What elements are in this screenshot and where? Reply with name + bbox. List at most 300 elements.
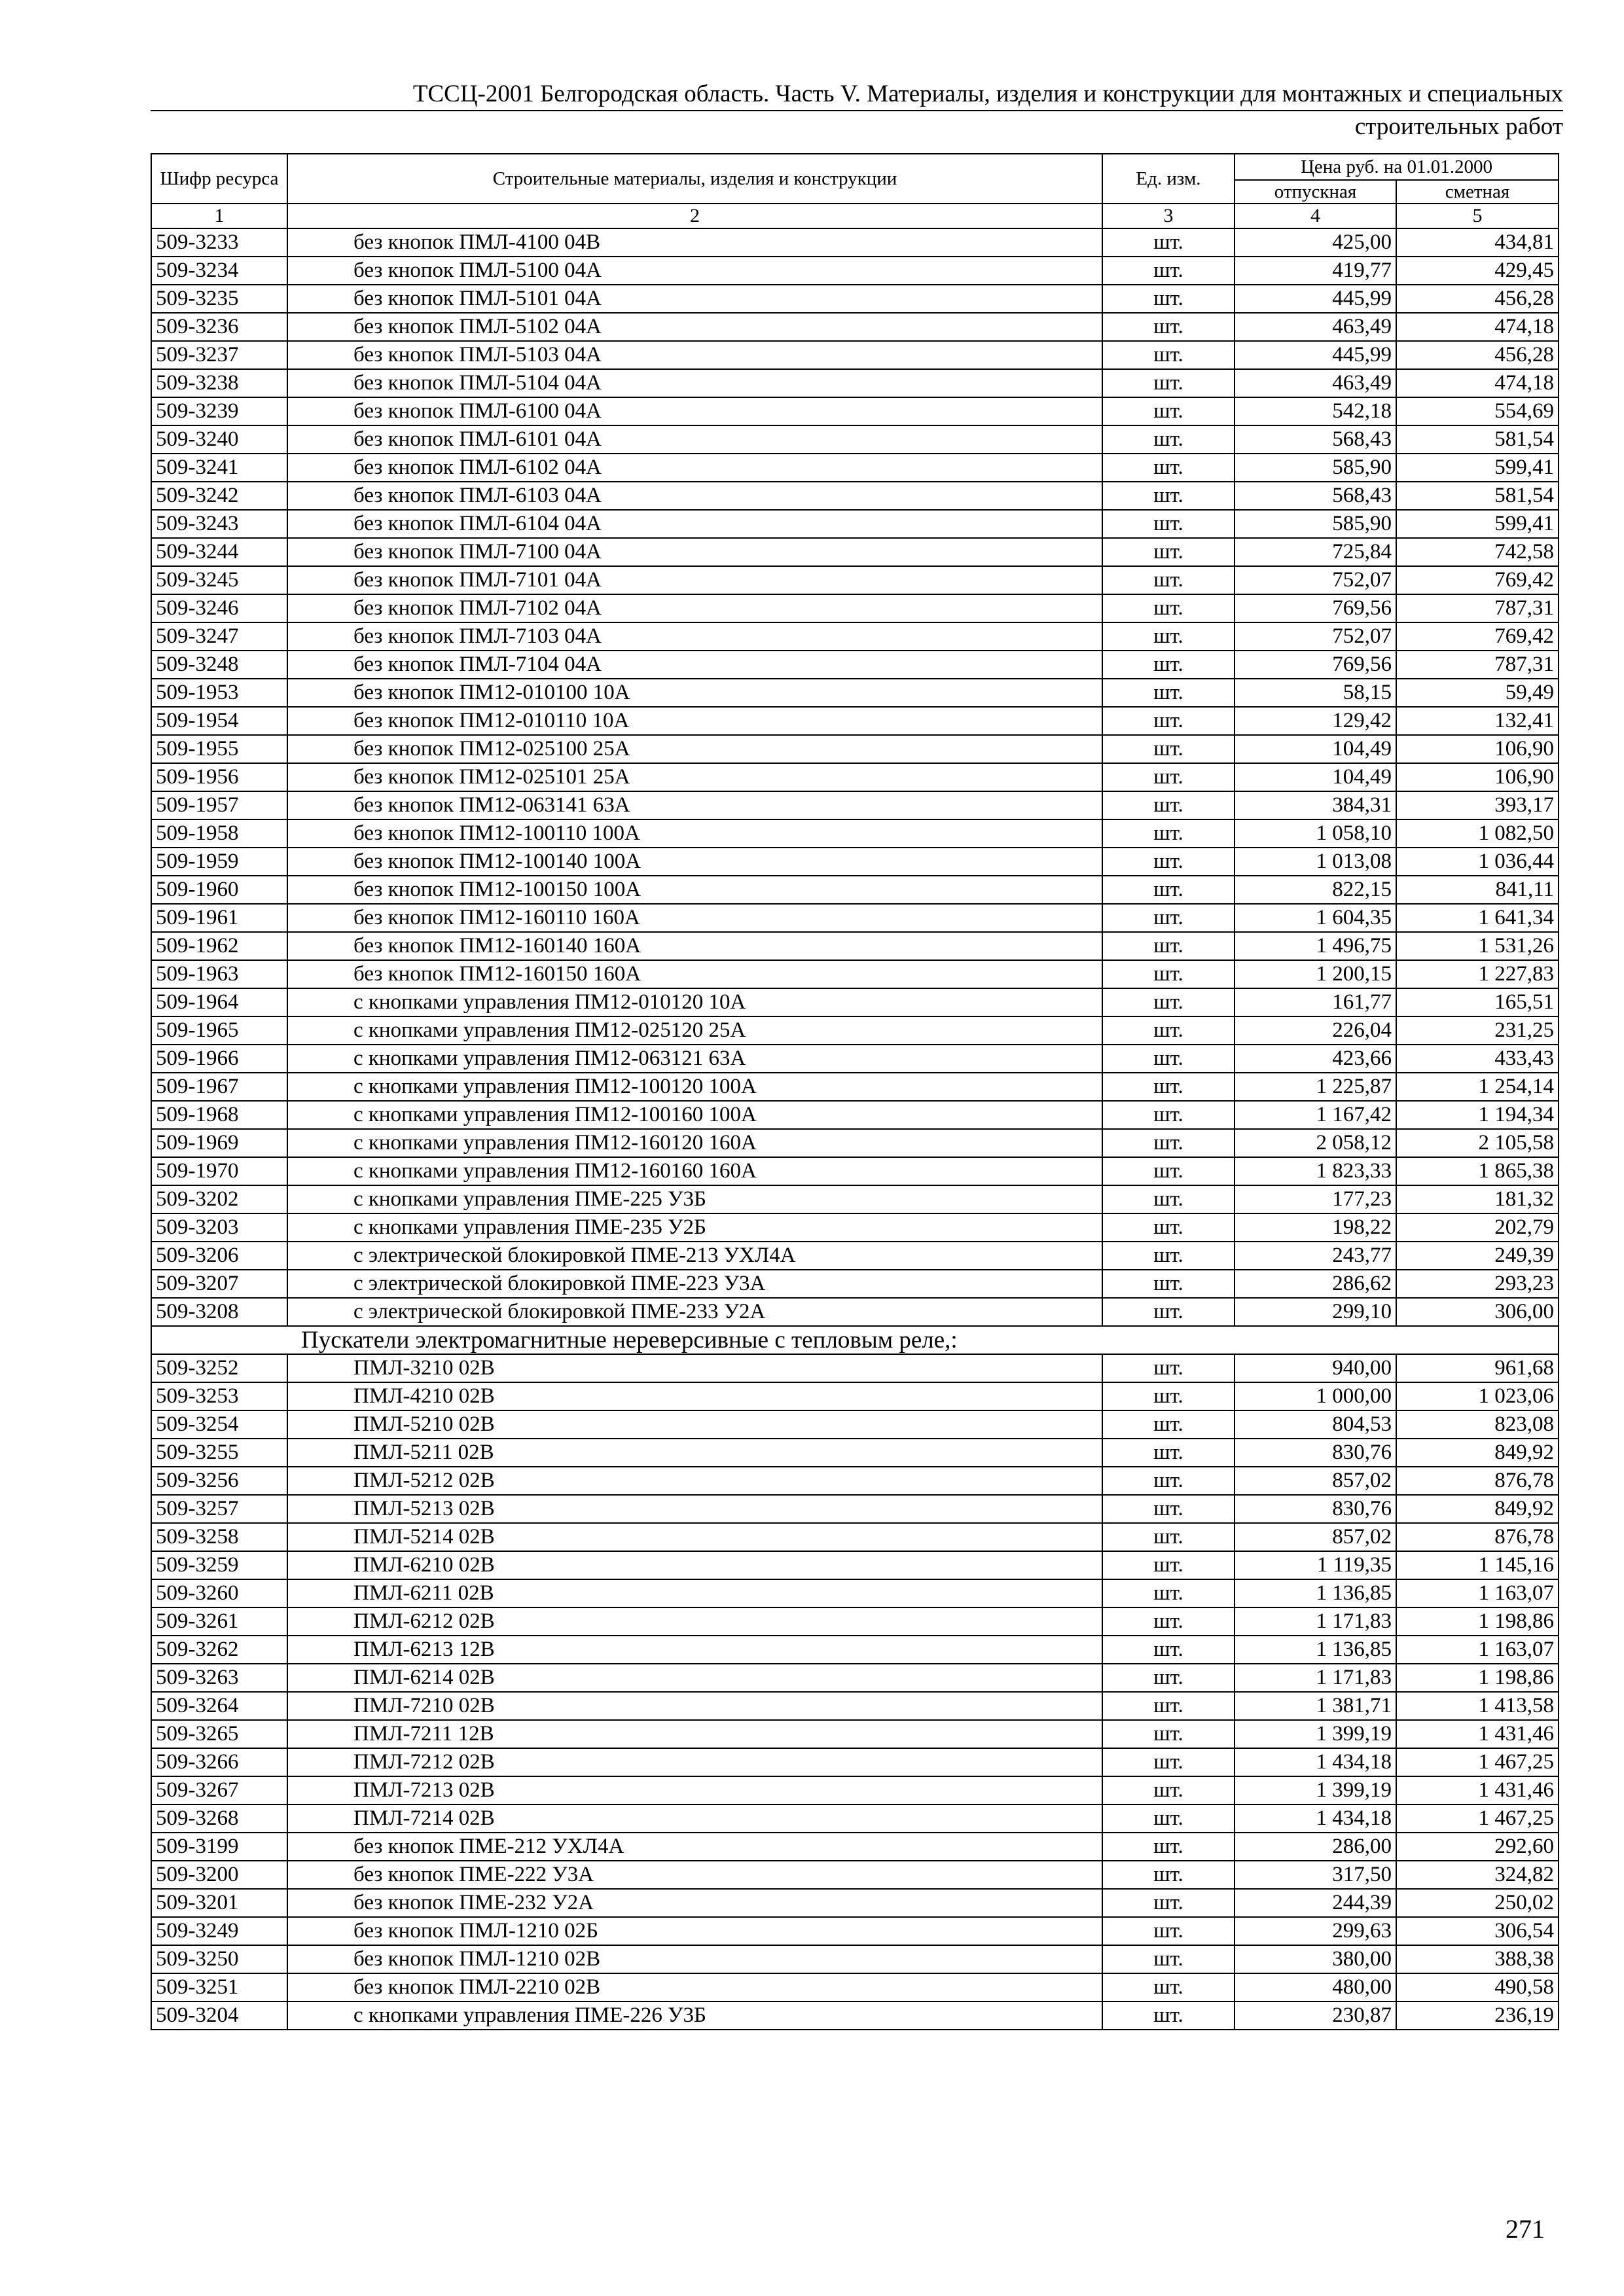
col-number-5: 5 — [1396, 204, 1559, 228]
cell-unit: шт. — [1102, 1833, 1235, 1861]
table-row — [151, 1157, 1559, 1185]
table-row — [151, 1016, 1559, 1045]
cell-name: ПМЛ-7214 02В — [287, 1804, 1102, 1833]
cell-code: 509-1970 — [151, 1157, 287, 1185]
cell-unit: шт. — [1102, 763, 1235, 791]
cell-release-price: 857,02 — [1235, 1523, 1396, 1551]
table-row — [151, 1129, 1559, 1157]
table-row — [151, 819, 1559, 848]
cell-estimate-price: 434,81 — [1396, 228, 1559, 257]
cell-unit: шт. — [1102, 1917, 1235, 1945]
cell-name: с кнопками управления ПМ12-100120 100А — [287, 1073, 1102, 1101]
cell-unit: шт. — [1102, 1861, 1235, 1889]
cell-estimate-price: 1 641,34 — [1396, 904, 1559, 932]
table-row — [151, 1523, 1559, 1551]
cell-unit: шт. — [1102, 1636, 1235, 1664]
cell-estimate-price: 306,54 — [1396, 1917, 1559, 1945]
cell-release-price: 299,10 — [1235, 1298, 1396, 1326]
cell-release-price: 1 496,75 — [1235, 932, 1396, 960]
cell-release-price: 568,43 — [1235, 425, 1396, 454]
cell-unit: шт. — [1102, 1579, 1235, 1607]
cell-code: 509-1953 — [151, 679, 287, 707]
cell-unit: шт. — [1102, 960, 1235, 988]
cell-release-price: 769,56 — [1235, 651, 1396, 679]
cell-code: 509-3235 — [151, 285, 287, 313]
table-row — [151, 1720, 1559, 1748]
cell-name: с кнопками управления ПМ12-160120 160А — [287, 1129, 1102, 1157]
cell-release-price: 1 167,42 — [1235, 1101, 1396, 1129]
table-row — [151, 651, 1559, 679]
cell-unit: шт. — [1102, 1410, 1235, 1439]
cell-unit: шт. — [1102, 1664, 1235, 1692]
cell-estimate-price: 1 198,86 — [1396, 1607, 1559, 1636]
cell-name: ПМЛ-7212 02В — [287, 1748, 1102, 1776]
cell-name: без кнопок ПМ12-160140 160А — [287, 932, 1102, 960]
cell-code: 509-3204 — [151, 2001, 287, 2030]
cell-code: 509-3261 — [151, 1607, 287, 1636]
col-number-3: 3 — [1102, 204, 1235, 228]
cell-estimate-price: 581,54 — [1396, 482, 1559, 510]
table-row — [151, 1945, 1559, 1973]
cell-estimate-price: 581,54 — [1396, 425, 1559, 454]
cell-code: 509-3233 — [151, 228, 287, 257]
table-row — [151, 1354, 1559, 1382]
table-row — [151, 594, 1559, 622]
cell-estimate-price: 165,51 — [1396, 988, 1559, 1016]
cell-release-price: 585,90 — [1235, 510, 1396, 538]
cell-code: 509-3257 — [151, 1495, 287, 1523]
cell-release-price: 1 225,87 — [1235, 1073, 1396, 1101]
cell-unit: шт. — [1102, 988, 1235, 1016]
table-row — [151, 1579, 1559, 1607]
table-row — [151, 285, 1559, 313]
cell-unit: шт. — [1102, 1382, 1235, 1410]
table-row — [151, 1270, 1559, 1298]
cell-release-price: 104,49 — [1235, 763, 1396, 791]
cell-unit: шт. — [1102, 538, 1235, 566]
cell-code: 509-3250 — [151, 1945, 287, 1973]
cell-unit: шт. — [1102, 651, 1235, 679]
cell-release-price: 1 381,71 — [1235, 1692, 1396, 1720]
cell-release-price: 1 399,19 — [1235, 1776, 1396, 1804]
table-row — [151, 707, 1559, 735]
cell-estimate-price: 599,41 — [1396, 454, 1559, 482]
cell-release-price: 752,07 — [1235, 622, 1396, 651]
cell-code: 509-3245 — [151, 566, 287, 594]
cell-unit: шт. — [1102, 1495, 1235, 1523]
running-header — [151, 80, 1563, 142]
cell-unit: шт. — [1102, 285, 1235, 313]
cell-unit: шт. — [1102, 2001, 1235, 2030]
table-row — [151, 1776, 1559, 1804]
cell-unit: шт. — [1102, 848, 1235, 876]
cell-name: без кнопок ПМЛ-5102 04А — [287, 313, 1102, 341]
cell-code: 509-1958 — [151, 819, 287, 848]
cell-code: 509-3199 — [151, 1833, 287, 1861]
cell-code: 509-3240 — [151, 425, 287, 454]
cell-unit: шт. — [1102, 1157, 1235, 1185]
cell-code: 509-3258 — [151, 1523, 287, 1551]
cell-estimate-price: 1 531,26 — [1396, 932, 1559, 960]
cell-unit: шт. — [1102, 1889, 1235, 1917]
cell-unit: шт. — [1102, 1213, 1235, 1242]
cell-estimate-price: 1 413,58 — [1396, 1692, 1559, 1720]
cell-unit: шт. — [1102, 1945, 1235, 1973]
cell-release-price: 1 136,85 — [1235, 1579, 1396, 1607]
cell-name: ПМЛ-3210 02В — [287, 1354, 1102, 1382]
cell-code: 509-1961 — [151, 904, 287, 932]
cell-name: с кнопками управления ПМ12-100160 100А — [287, 1101, 1102, 1129]
cell-code: 509-3208 — [151, 1298, 287, 1326]
cell-release-price: 830,76 — [1235, 1495, 1396, 1523]
table-row — [151, 932, 1559, 960]
col-header-unit: Ед. изм. — [1102, 154, 1235, 204]
table-body — [151, 228, 1559, 2030]
cell-code: 509-1959 — [151, 848, 287, 876]
price-table — [151, 153, 1559, 2030]
cell-name: без кнопок ПМ12-025100 25А — [287, 735, 1102, 763]
cell-estimate-price: 293,23 — [1396, 1270, 1559, 1298]
cell-unit: шт. — [1102, 1973, 1235, 2001]
cell-code: 509-3239 — [151, 397, 287, 425]
cell-estimate-price: 181,32 — [1396, 1185, 1559, 1213]
cell-release-price: 822,15 — [1235, 876, 1396, 904]
cell-code: 509-3242 — [151, 482, 287, 510]
cell-estimate-price: 787,31 — [1396, 651, 1559, 679]
cell-unit: шт. — [1102, 369, 1235, 397]
cell-name: без кнопок ПМЛ-7103 04А — [287, 622, 1102, 651]
cell-release-price: 244,39 — [1235, 1889, 1396, 1917]
cell-estimate-price: 106,90 — [1396, 763, 1559, 791]
cell-name: без кнопок ПМ12-160110 160А — [287, 904, 1102, 932]
cell-release-price: 1 058,10 — [1235, 819, 1396, 848]
cell-name: ПМЛ-5210 02В — [287, 1410, 1102, 1439]
table-row — [151, 848, 1559, 876]
table-row — [151, 988, 1559, 1016]
table-row — [151, 1861, 1559, 1889]
cell-estimate-price: 599,41 — [1396, 510, 1559, 538]
cell-release-price: 463,49 — [1235, 369, 1396, 397]
col-header-release: отпускная — [1235, 180, 1396, 204]
table-row — [151, 1101, 1559, 1129]
cell-estimate-price: 456,28 — [1396, 285, 1559, 313]
cell-name: без кнопок ПМЛ-6102 04А — [287, 454, 1102, 482]
cell-name: без кнопок ПМ12-010100 10А — [287, 679, 1102, 707]
cell-release-price: 1 604,35 — [1235, 904, 1396, 932]
cell-unit: шт. — [1102, 1720, 1235, 1748]
cell-name: без кнопок ПМЛ-2210 02В — [287, 1973, 1102, 2001]
cell-code: 509-1966 — [151, 1045, 287, 1073]
cell-unit: шт. — [1102, 1185, 1235, 1213]
cell-code: 509-1960 — [151, 876, 287, 904]
table-row — [151, 1410, 1559, 1439]
cell-estimate-price: 456,28 — [1396, 341, 1559, 369]
cell-estimate-price: 106,90 — [1396, 735, 1559, 763]
col-header-code: Шифр ресурса — [151, 154, 287, 204]
cell-unit: шт. — [1102, 932, 1235, 960]
cell-estimate-price: 292,60 — [1396, 1833, 1559, 1861]
table-row — [151, 1664, 1559, 1692]
cell-release-price: 1 171,83 — [1235, 1664, 1396, 1692]
cell-code: 509-1969 — [151, 1129, 287, 1157]
cell-name: без кнопок ПМ12-160150 160А — [287, 960, 1102, 988]
cell-estimate-price: 1 023,06 — [1396, 1382, 1559, 1410]
cell-unit: шт. — [1102, 707, 1235, 735]
cell-estimate-price: 1 431,46 — [1396, 1720, 1559, 1748]
cell-unit: шт. — [1102, 313, 1235, 341]
cell-release-price: 480,00 — [1235, 1973, 1396, 2001]
header-title-line2: строительных работ — [1354, 113, 1563, 141]
cell-release-price: 104,49 — [1235, 735, 1396, 763]
cell-estimate-price: 849,92 — [1396, 1495, 1559, 1523]
cell-name: ПМЛ-6210 02В — [287, 1551, 1102, 1579]
cell-release-price: 1 136,85 — [1235, 1636, 1396, 1664]
cell-release-price: 752,07 — [1235, 566, 1396, 594]
cell-release-price: 463,49 — [1235, 313, 1396, 341]
cell-estimate-price: 59,49 — [1396, 679, 1559, 707]
cell-unit: шт. — [1102, 425, 1235, 454]
cell-code: 509-3234 — [151, 257, 287, 285]
cell-estimate-price: 787,31 — [1396, 594, 1559, 622]
cell-release-price: 384,31 — [1235, 791, 1396, 819]
cell-code: 509-3236 — [151, 313, 287, 341]
cell-unit: шт. — [1102, 1776, 1235, 1804]
cell-estimate-price: 202,79 — [1396, 1213, 1559, 1242]
cell-unit: шт. — [1102, 594, 1235, 622]
cell-name: без кнопок ПМ12-063141 63А — [287, 791, 1102, 819]
cell-unit: шт. — [1102, 510, 1235, 538]
cell-code: 509-3252 — [151, 1354, 287, 1382]
cell-estimate-price: 2 105,58 — [1396, 1129, 1559, 1157]
table-row — [151, 1692, 1559, 1720]
cell-release-price: 419,77 — [1235, 257, 1396, 285]
cell-release-price: 129,42 — [1235, 707, 1396, 735]
cell-estimate-price: 876,78 — [1396, 1467, 1559, 1495]
table-row — [151, 2001, 1559, 2030]
table-row — [151, 622, 1559, 651]
cell-code: 509-1965 — [151, 1016, 287, 1045]
cell-name: без кнопок ПМ12-100150 100А — [287, 876, 1102, 904]
cell-name: без кнопок ПМЛ-4100 04В — [287, 228, 1102, 257]
col-number-2: 2 — [287, 204, 1102, 228]
table-row — [151, 960, 1559, 988]
cell-unit: шт. — [1102, 1439, 1235, 1467]
cell-estimate-price: 1 227,83 — [1396, 960, 1559, 988]
cell-code: 509-3249 — [151, 1917, 287, 1945]
cell-release-price: 857,02 — [1235, 1467, 1396, 1495]
table-row — [151, 257, 1559, 285]
cell-release-price: 445,99 — [1235, 285, 1396, 313]
cell-code: 509-3256 — [151, 1467, 287, 1495]
table-row — [151, 791, 1559, 819]
cell-name: ПМЛ-5214 02В — [287, 1523, 1102, 1551]
cell-code: 509-3244 — [151, 538, 287, 566]
cell-release-price: 940,00 — [1235, 1354, 1396, 1382]
cell-code: 509-3262 — [151, 1636, 287, 1664]
cell-code: 509-3253 — [151, 1382, 287, 1410]
cell-release-price: 286,00 — [1235, 1833, 1396, 1861]
cell-release-price: 1 013,08 — [1235, 848, 1396, 876]
table-row — [151, 454, 1559, 482]
cell-unit: шт. — [1102, 1270, 1235, 1298]
cell-name: без кнопок ПМЛ-6101 04А — [287, 425, 1102, 454]
cell-release-price: 425,00 — [1235, 228, 1396, 257]
cell-code: 509-3248 — [151, 651, 287, 679]
cell-unit: шт. — [1102, 1804, 1235, 1833]
cell-estimate-price: 490,58 — [1396, 1973, 1559, 2001]
cell-code: 509-1964 — [151, 988, 287, 1016]
cell-name: без кнопок ПМЛ-1210 02Б — [287, 1917, 1102, 1945]
cell-name: ПМЛ-5212 02В — [287, 1467, 1102, 1495]
cell-name: без кнопок ПМ12-025101 25А — [287, 763, 1102, 791]
cell-release-price: 585,90 — [1235, 454, 1396, 482]
table-row — [151, 876, 1559, 904]
cell-release-price: 542,18 — [1235, 397, 1396, 425]
cell-unit: шт. — [1102, 566, 1235, 594]
cell-code: 509-3201 — [151, 1889, 287, 1917]
cell-unit: шт. — [1102, 904, 1235, 932]
table-row — [151, 1636, 1559, 1664]
table-row — [151, 1242, 1559, 1270]
cell-release-price: 161,77 — [1235, 988, 1396, 1016]
table-row — [151, 313, 1559, 341]
section-heading-row — [151, 1326, 1559, 1354]
cell-name: без кнопок ПМЛ-5101 04А — [287, 285, 1102, 313]
table-row — [151, 482, 1559, 510]
cell-name: без кнопок ПМЕ-232 У2А — [287, 1889, 1102, 1917]
cell-name: с электрической блокировкой ПМЕ-223 У3А — [287, 1270, 1102, 1298]
cell-estimate-price: 324,82 — [1396, 1861, 1559, 1889]
cell-unit: шт. — [1102, 1523, 1235, 1551]
cell-unit: шт. — [1102, 876, 1235, 904]
table-row — [151, 1073, 1559, 1101]
cell-release-price: 230,87 — [1235, 2001, 1396, 2030]
col-number-4: 4 — [1235, 204, 1396, 228]
table-row — [151, 538, 1559, 566]
cell-estimate-price: 841,11 — [1396, 876, 1559, 904]
cell-estimate-price: 249,39 — [1396, 1242, 1559, 1270]
cell-code: 509-3260 — [151, 1579, 287, 1607]
cell-estimate-price: 769,42 — [1396, 566, 1559, 594]
table-row — [151, 397, 1559, 425]
table-row — [151, 1467, 1559, 1495]
cell-estimate-price: 1 467,25 — [1396, 1748, 1559, 1776]
cell-unit: шт. — [1102, 1551, 1235, 1579]
cell-name: без кнопок ПМЛ-6100 04А — [287, 397, 1102, 425]
cell-release-price: 243,77 — [1235, 1242, 1396, 1270]
cell-code: 509-1962 — [151, 932, 287, 960]
cell-name: ПМЛ-6211 02В — [287, 1579, 1102, 1607]
cell-release-price: 1 434,18 — [1235, 1804, 1396, 1833]
cell-unit: шт. — [1102, 679, 1235, 707]
cell-unit: шт. — [1102, 257, 1235, 285]
cell-name: без кнопок ПМЕ-212 УХЛ4А — [287, 1833, 1102, 1861]
cell-estimate-price: 742,58 — [1396, 538, 1559, 566]
cell-estimate-price: 1 194,34 — [1396, 1101, 1559, 1129]
cell-unit: шт. — [1102, 1101, 1235, 1129]
cell-estimate-price: 231,25 — [1396, 1016, 1559, 1045]
cell-estimate-price: 849,92 — [1396, 1439, 1559, 1467]
cell-code: 509-1956 — [151, 763, 287, 791]
table-row — [151, 735, 1559, 763]
table-row — [151, 763, 1559, 791]
cell-unit: шт. — [1102, 1692, 1235, 1720]
cell-code: 509-3207 — [151, 1270, 287, 1298]
col-header-name: Строительные материалы, изделия и конструкции — [287, 154, 1102, 204]
cell-code: 509-3267 — [151, 1776, 287, 1804]
cell-code: 509-3246 — [151, 594, 287, 622]
table-row — [151, 1973, 1559, 2001]
cell-unit: шт. — [1102, 735, 1235, 763]
col-header-estimate: сметная — [1396, 180, 1559, 204]
cell-name: ПМЛ-6214 02В — [287, 1664, 1102, 1692]
cell-release-price: 1 823,33 — [1235, 1157, 1396, 1185]
cell-code: 509-1967 — [151, 1073, 287, 1101]
cell-code: 509-3266 — [151, 1748, 287, 1776]
cell-release-price: 1 171,83 — [1235, 1607, 1396, 1636]
cell-name: с кнопками управления ПМЕ-225 У3Б — [287, 1185, 1102, 1213]
cell-unit: шт. — [1102, 1045, 1235, 1073]
table-row — [151, 679, 1559, 707]
cell-code: 509-1963 — [151, 960, 287, 988]
table-row — [151, 1495, 1559, 1523]
cell-name: без кнопок ПМ12-100110 100А — [287, 819, 1102, 848]
cell-estimate-price: 1 163,07 — [1396, 1579, 1559, 1607]
table-row — [151, 425, 1559, 454]
cell-release-price: 725,84 — [1235, 538, 1396, 566]
cell-name: без кнопок ПМЛ-5100 04А — [287, 257, 1102, 285]
cell-name: без кнопок ПМЛ-5103 04А — [287, 341, 1102, 369]
cell-release-price: 317,50 — [1235, 1861, 1396, 1889]
cell-unit: шт. — [1102, 1607, 1235, 1636]
cell-estimate-price: 1 198,86 — [1396, 1664, 1559, 1692]
cell-release-price: 1 119,35 — [1235, 1551, 1396, 1579]
cell-code: 509-3243 — [151, 510, 287, 538]
cell-estimate-price: 306,00 — [1396, 1298, 1559, 1326]
cell-name: ПМЛ-5213 02В — [287, 1495, 1102, 1523]
cell-release-price: 1 200,15 — [1235, 960, 1396, 988]
cell-name: без кнопок ПМЛ-7101 04А — [287, 566, 1102, 594]
cell-estimate-price: 1 163,07 — [1396, 1636, 1559, 1664]
table-row — [151, 1298, 1559, 1326]
section-heading: Пускатели электромагнитные нереверсивные с тепловым реле,: — [151, 1326, 1559, 1354]
cell-unit: шт. — [1102, 228, 1235, 257]
cell-estimate-price: 1 036,44 — [1396, 848, 1559, 876]
cell-estimate-price: 433,43 — [1396, 1045, 1559, 1073]
cell-unit: шт. — [1102, 1129, 1235, 1157]
cell-code: 509-1957 — [151, 791, 287, 819]
cell-release-price: 1 000,00 — [1235, 1382, 1396, 1410]
cell-release-price: 226,04 — [1235, 1016, 1396, 1045]
cell-unit: шт. — [1102, 1748, 1235, 1776]
cell-estimate-price: 393,17 — [1396, 791, 1559, 819]
table-row — [151, 1382, 1559, 1410]
table-row — [151, 1804, 1559, 1833]
cell-release-price: 299,63 — [1235, 1917, 1396, 1945]
cell-code: 509-1954 — [151, 707, 287, 735]
cell-release-price: 1 434,18 — [1235, 1748, 1396, 1776]
cell-unit: шт. — [1102, 341, 1235, 369]
cell-name: с кнопками управления ПМ12-025120 25А — [287, 1016, 1102, 1045]
table-row — [151, 1213, 1559, 1242]
cell-estimate-price: 474,18 — [1396, 313, 1559, 341]
page-number: 271 — [1506, 2214, 1545, 2244]
cell-release-price: 830,76 — [1235, 1439, 1396, 1467]
cell-name: с кнопками управления ПМ12-063121 63А — [287, 1045, 1102, 1073]
col-number-1: 1 — [151, 204, 287, 228]
cell-estimate-price: 132,41 — [1396, 707, 1559, 735]
cell-code: 509-3238 — [151, 369, 287, 397]
